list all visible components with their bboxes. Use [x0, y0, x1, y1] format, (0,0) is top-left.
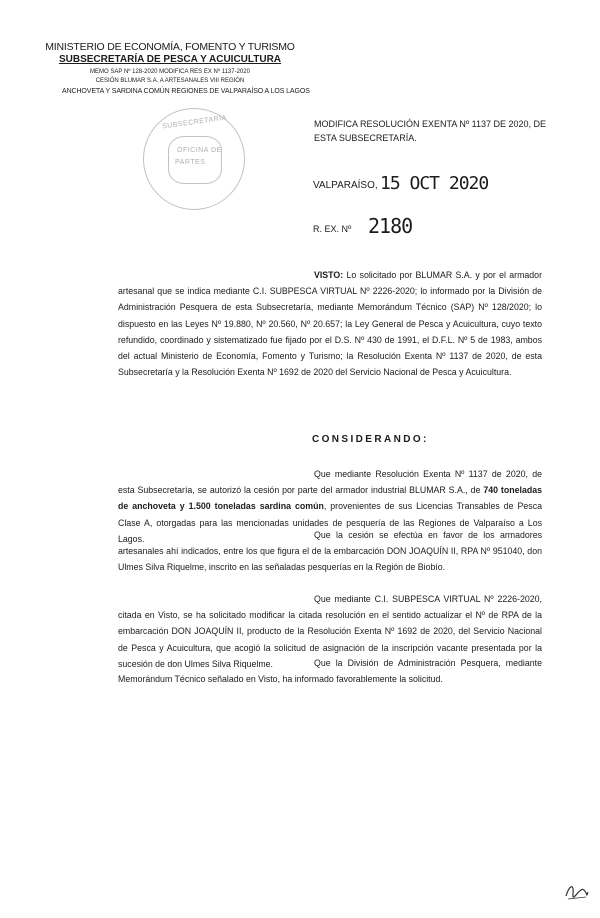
considerando-paragraph-3: Que mediante C.I. SUBPESCA VIRTUAL Nº 2226-2020, citada en Visto, se ha solicitado modificar la citada resolución en el sentido actualizar el Nº de RPA de la embarcación DON JOAQUÍN II, producto de la Resolución Exenta Nº 1692 de 2020, del Servicio Nacional de Pesca y Acuicultura, que acogió la solicitud de asignación de la inscripción vacante presentada por la sucesión de don Ulmes Silva Riquelme.: [118, 594, 542, 669]
considerando-1-text-c: , provenientes de sus Licencias Transables de Pesca Clase A, otorgadas para las mencionadas unidades de pesquería de las Regiones de Valparaíso a Los Lagos.: [118, 501, 542, 544]
resolution-subject: [314, 117, 564, 145]
memo-reference: MEMO SAP Nº 128-2020 MODIFICA RES EX Nº 1137-2020: [90, 69, 250, 75]
considerando-1-quantities: 740 toneladas de anchoveta y 1.500 toneladas sardina común: [118, 485, 542, 512]
resolution-subject-line2: ESTA SUBSECRETARÍA.: [314, 133, 417, 143]
visto-paragraph: [118, 267, 542, 380]
resolution-subject-line1: MODIFICA RESOLUCIÓN EXENTA Nº 1137 DE 2020, DE: [314, 119, 547, 129]
resolution-number-label: R. EX. Nº: [313, 224, 352, 234]
considerando-1-text-a: Que mediante Resolución Exenta Nº 1137 de 2020, de esta Subsecretaría, se autorizó la cesión por parte del armador industrial BLUMAR S.A., de: [118, 469, 542, 496]
cesion-reference: CESIÓN BLUMAR S.A. A ARTESANALES VIII REGIÓN: [95, 78, 245, 84]
initials-signature: [564, 880, 590, 902]
visto-heading: VISTO:: [314, 270, 344, 280]
considerando-paragraph-2: Que la cesión se efectúa en favor de los armadores artesanales ahí indicados, entre los que figura el de la embarcación DON JOAQUÍN II, RPA Nº 951040, don Ulmes Silva Riquelme, inscrito en las señaladas pesquerías en la Región de Biobío.: [118, 530, 542, 573]
considerando-paragraph-4: Que la División de Administración Pesquera, mediante Memorándum Técnico señalado en Visto, ha informado favorablemente la solicitud.: [118, 658, 542, 685]
species-reference: ANCHOVETA Y SARDINA COMÚN REGIONES DE VALPARAÍSO A LOS LAGOS: [62, 88, 310, 95]
stamp-text-middle: OFICINA DE: [177, 147, 222, 154]
issue-date: 15 OCT 2020: [380, 173, 489, 194]
place-label: VALPARAÍSO,: [313, 180, 378, 191]
ministry-name: MINISTERIO DE ECONOMÍA, FOMENTO Y TURISMO: [45, 41, 295, 53]
stamp-text-top: SUBSECRETARÍA: [161, 114, 228, 131]
subsecretaria-name: SUBSECRETARÍA DE PESCA Y ACUICULTURA: [58, 54, 282, 65]
office-stamp: [143, 108, 245, 210]
considerando-heading: CONSIDERANDO:: [312, 434, 429, 445]
stamp-text-bottom: PARTES: [175, 159, 206, 166]
resolution-number: 2180: [368, 214, 413, 238]
visto-text: Lo solicitado por BLUMAR S.A. y por el armador artesanal que se indica mediante C.I. SUBPESCA VIRTUAL Nº 2226-2020; lo informado por la División de Administración Pesquera de esta Subsecretaría, mediante Memorándum Técnico (SAP) Nº 128/2020; lo dispuesto en las Leyes Nº 19.880, Nº 20.560, Nº 20.657; la Ley General de Pesca y Acuicultura, cuyo texto refundido, coordinado y sistematizado fue fijado por el D.S. Nº 430 de 1991, el D.F.L. Nº 5 de 1983, ambos del actual Ministerio de Economía, Fomento y Turismo; la Resolución Exenta Nº 1137 de 2020, de esta Subsecretaría y la Resolución Exenta Nº 1692 de 2020 del Servicio Nacional de Pesca y Acuicultura.: [118, 270, 542, 378]
